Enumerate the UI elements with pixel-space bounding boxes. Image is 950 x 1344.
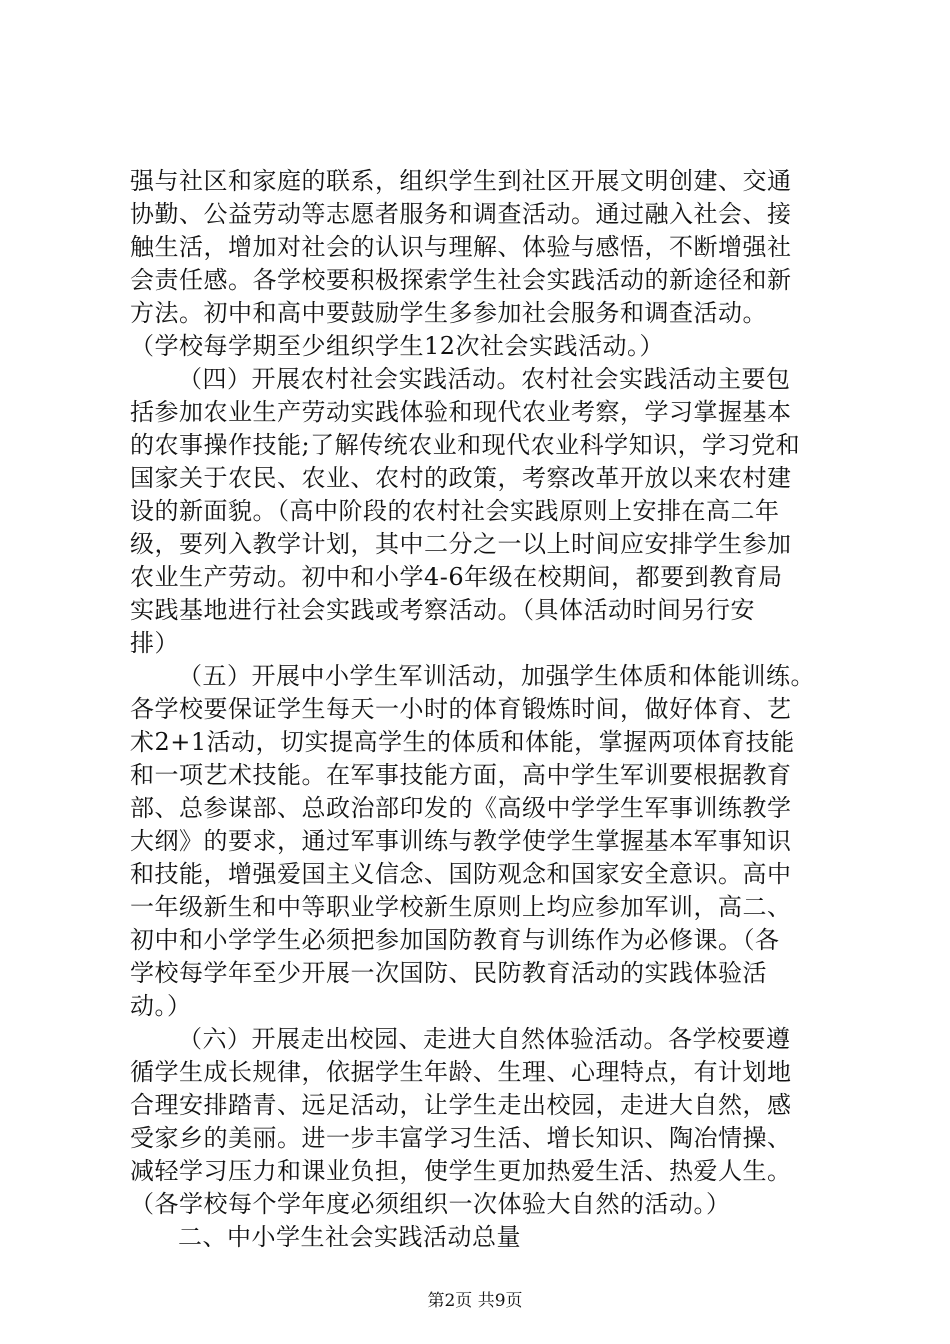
text-line: 方法。初中和高中要鼓励学生多参加社会服务和调查活动。 <box>130 299 767 327</box>
text-line: （学校每学期至少组织学生12次社会实践活动。） <box>130 332 665 360</box>
text-line: 术2+1活动，切实提高学生的体质和体能，掌握两项体育技能 <box>130 728 795 756</box>
text-line: 减轻学习压力和课业负担，使学生更加热爱生活、热爱人生。 <box>130 1157 792 1185</box>
section-heading: 二、中小学生社会实践活动总量 <box>178 1223 521 1251</box>
text-line: 和一项艺术技能。在军事技能方面，高中学生军训要根据教育 <box>130 761 792 789</box>
text-line: 初中和小学学生必须把参加国防教育与训练作为必修课。（各 <box>130 926 780 954</box>
text-line: （各学校每个学年度必须组织一次体验大自然的活动。） <box>130 1190 731 1218</box>
text-line: 大纲》的要求，通过军事训练与教学使学生掌握基本军事知识 <box>130 827 792 855</box>
text-line: 合理安排踏青、远足活动，让学生走出校园，走进大自然，感 <box>130 1091 792 1119</box>
page-number-footer: 第2页 共9页 <box>427 1291 523 1311</box>
text-line: 学校每学年至少开展一次国防、民防教育活动的实践体验活 <box>130 959 767 987</box>
text-line: 实践基地进行社会实践或考察活动。（具体活动时间另行安 <box>130 596 755 624</box>
text-line: 触生活，增加对社会的认识与理解、体验与感悟，不断增强社 <box>130 233 792 261</box>
text-line: 括参加农业生产劳动实践体验和现代农业考察，学习掌握基本 <box>130 398 792 426</box>
text-line: 各学校要保证学生每天一小时的体育锻炼时间，做好体育、艺 <box>130 695 792 723</box>
text-line: 强与社区和家庭的联系，组织学生到社区开展文明创建、交通 <box>130 167 792 195</box>
text-line: 国家关于农民、农业、农村的政策，考察改革开放以来农村建 <box>130 464 792 492</box>
text-line: 一年级新生和中等职业学校新生原则上均应参加军训，高二、 <box>130 893 792 921</box>
text-line: 级，要列入教学计划，其中二分之一以上时间应安排学生参加 <box>130 530 792 558</box>
text-line: 会责任感。各学校要积极探索学生社会实践活动的新途径和新 <box>130 266 792 294</box>
text-line: 的农事操作技能;了解传统农业和现代农业科学知识，学习党和 <box>130 431 801 459</box>
text-line: 动。） <box>130 992 192 1020</box>
paragraph-heading-line: （五）开展中小学生军训活动，加强学生体质和体能训练。 <box>178 662 815 690</box>
text-line: 协勤、公益劳动等志愿者服务和调查活动。通过融入社会、接 <box>130 200 792 228</box>
paragraph-heading-line: （四）开展农村社会实践活动。农村社会实践活动主要包 <box>178 365 791 393</box>
paragraph-heading-line: （六）开展走出校园、走进大自然体验活动。各学校要遵 <box>178 1025 791 1053</box>
text-line: 循学生成长规律，依据学生年龄、生理、心理特点，有计划地 <box>130 1058 792 1086</box>
text-line: 受家乡的美丽。进一步丰富学习生活、增长知识、陶冶情操、 <box>130 1124 792 1152</box>
text-line: 设的新面貌。（高中阶段的农村社会实践原则上安排在高二年 <box>130 497 780 525</box>
text-line: 部、总参谋部、总政治部印发的《高级中学学生军事训练教学 <box>130 794 792 822</box>
text-line: 排） <box>130 629 179 657</box>
text-line: 农业生产劳动。初中和小学4-6年级在校期间，都要到教育局 <box>130 563 783 591</box>
text-line: 和技能，增强爱国主义信念、国防观念和国家安全意识。高中 <box>130 860 792 888</box>
